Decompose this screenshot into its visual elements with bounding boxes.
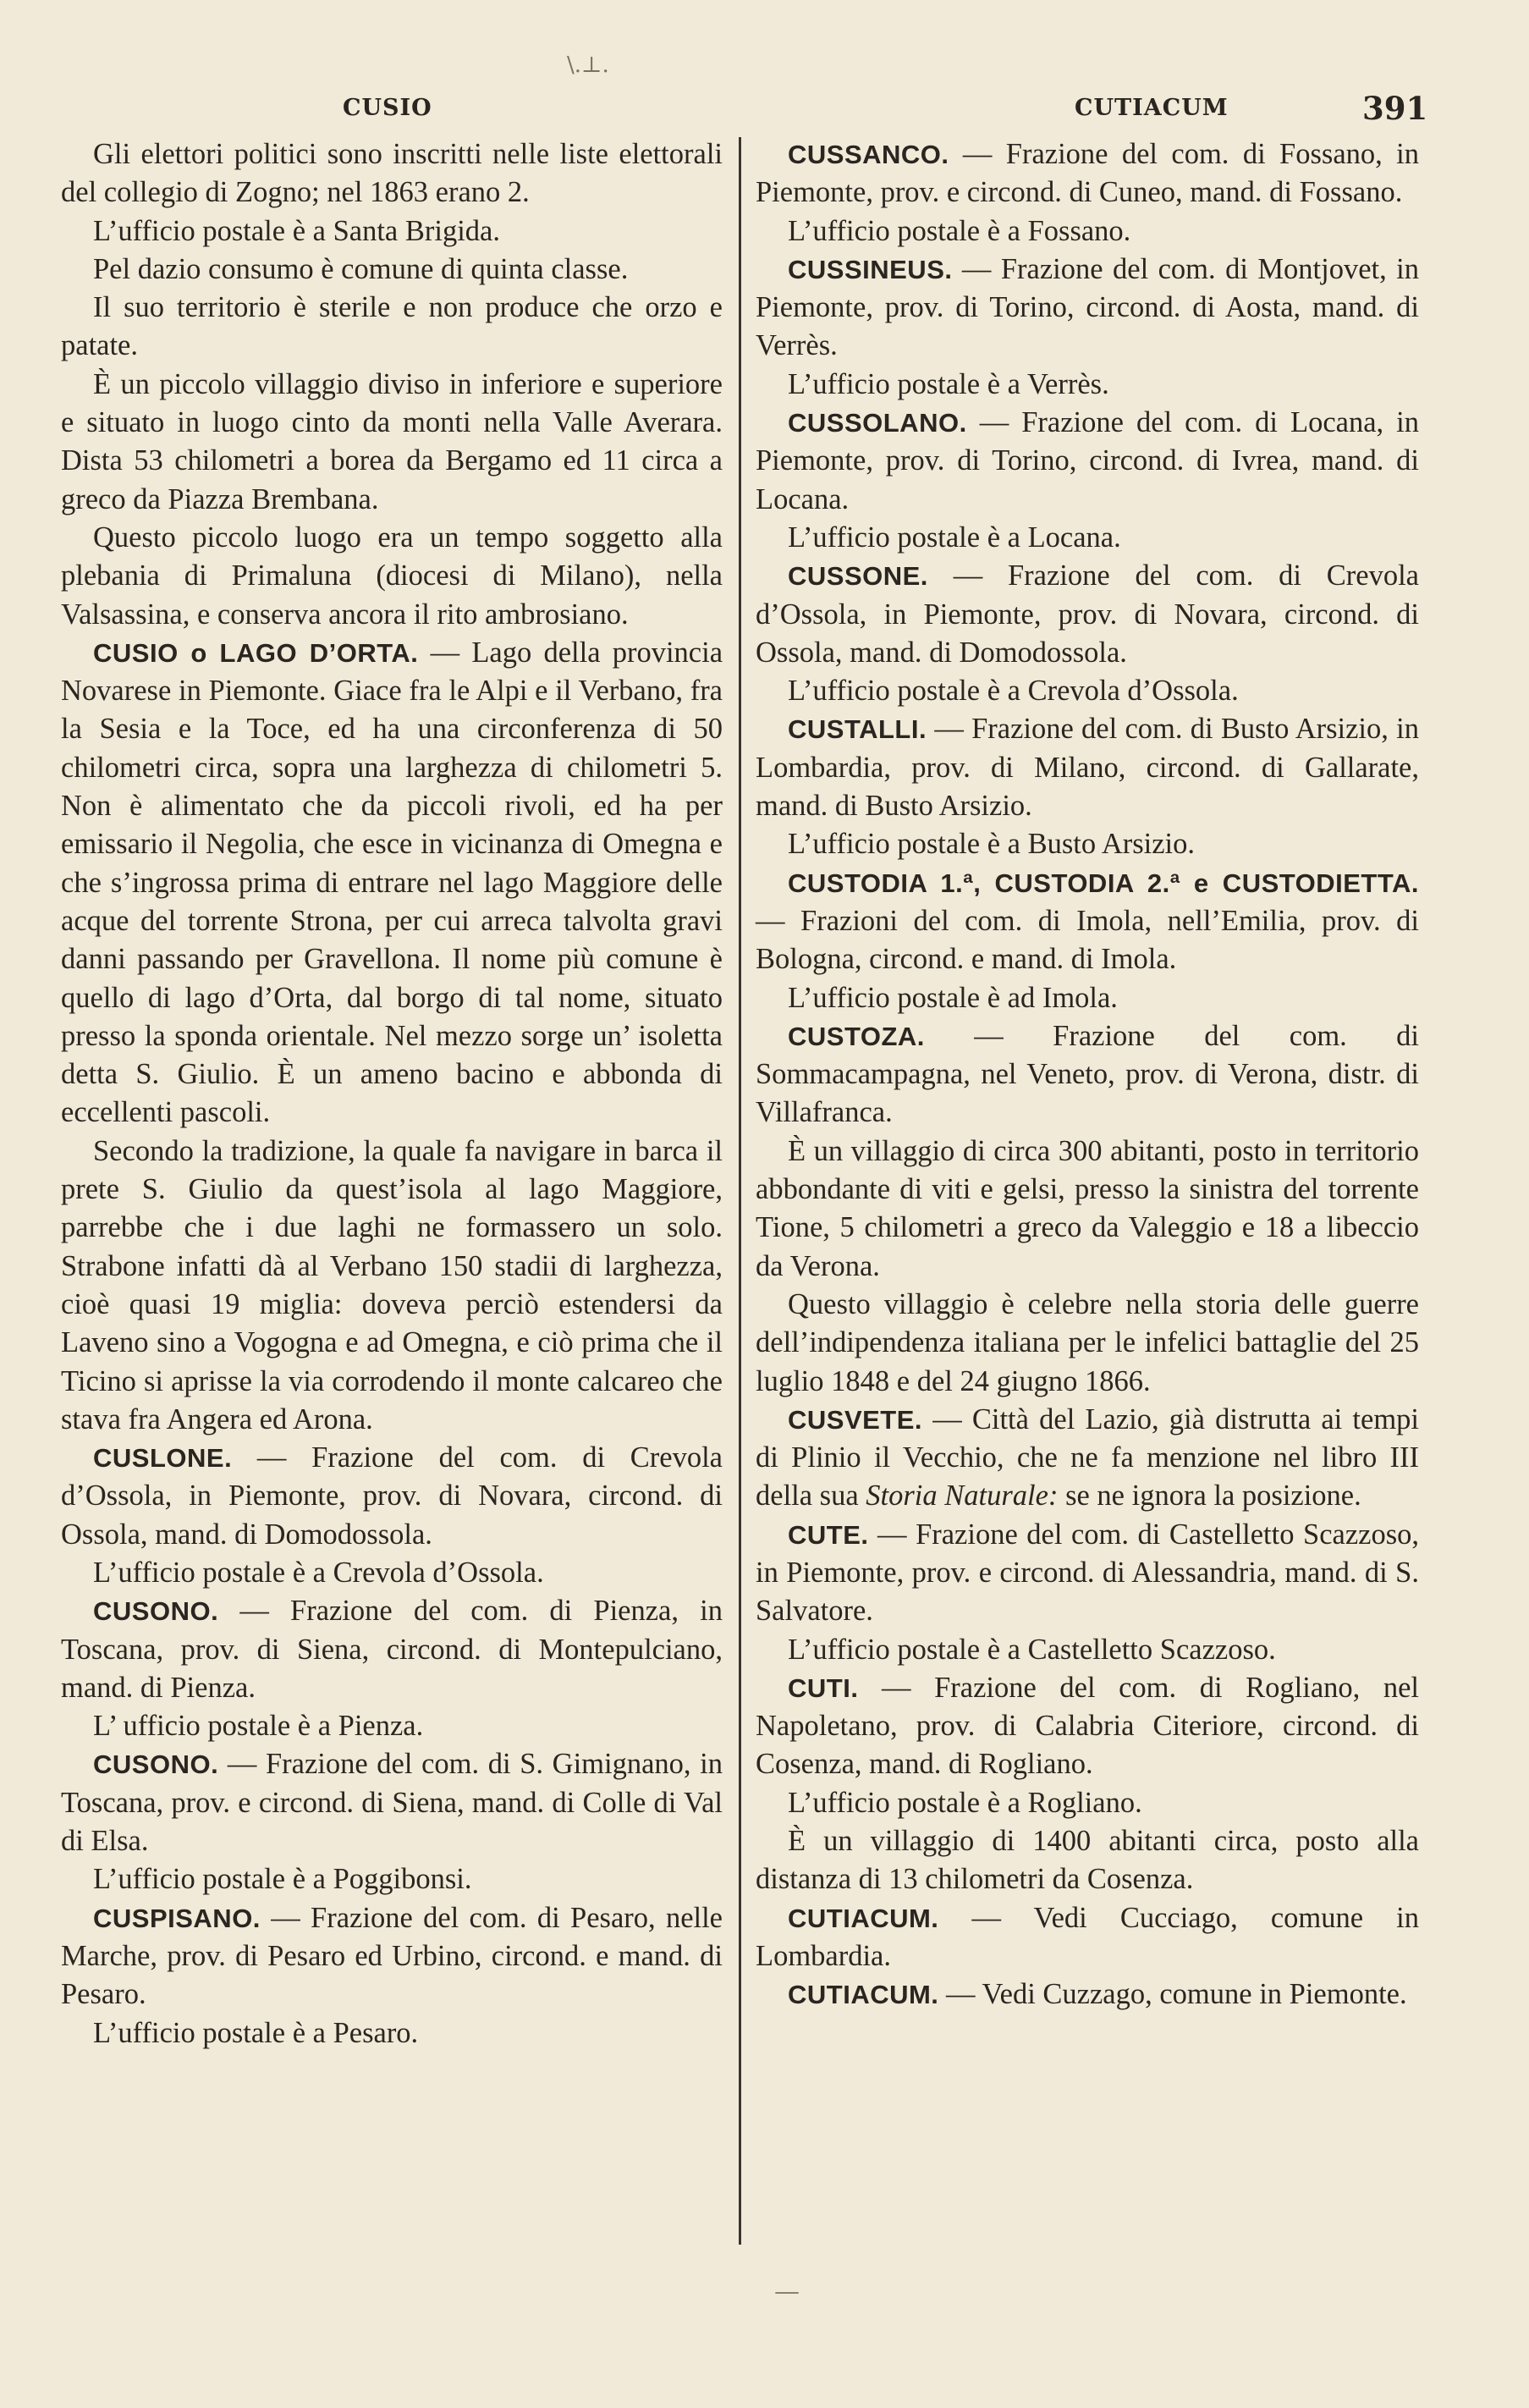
- post-office-note: L’ufficio postale è ad Imola.: [788, 981, 1118, 1014]
- post-office-note: L’ ufficio postale è a Pienza.: [93, 1710, 424, 1743]
- entry-headword: CUTE.: [788, 1519, 869, 1550]
- paragraph: L’ufficio postale è a Santa Brigida.: [93, 214, 500, 247]
- paragraph: È un villaggio di circa 300 abitanti, posto in territorio abbondante di viti e gelsi, presso la sinistra del torrente Tione, 5 chilometri a greco da Valeggio e 18 a libeccio da Verona.: [756, 1134, 1419, 1282]
- printer-mark: \.⊥.: [567, 52, 609, 78]
- entry-cusvete: [756, 1401, 1419, 1516]
- entry-headword: CUSSONE.: [788, 561, 928, 592]
- right-column: [756, 135, 1419, 2014]
- entry-headword: CUSSOLANO.: [788, 408, 967, 438]
- post-office-note: L’ufficio postale è a Pesaro.: [93, 2016, 419, 2049]
- entry-headword: CUSPISANO.: [93, 1903, 261, 1933]
- post-office-note: L’ufficio postale è a Locana.: [788, 521, 1121, 554]
- entry-cusono-gimignano: [61, 1745, 723, 1860]
- post-office-note: L’ufficio postale è a Crevola d’Ossola.: [93, 1556, 544, 1589]
- entry-text: — Frazione del com. di Montjovet, in Piemonte, prov. di Torino, circond. di Aosta, mand. di Verrès.: [756, 252, 1419, 362]
- entry-headword: CUSTALLI.: [788, 714, 927, 745]
- entry-text: — Lago della provincia Novarese in Piemonte. Giace fra le Alpi e il Verbano, fra la Sesia e la Toce, ed ha una circonferenza di 50 chilometri circa, sopra una larghezza di chilometri 5. Non è alimentato che da piccoli rivoli, ed ha per emissario il Negolia, che esce in vicinanza di Omegna e che s’ingrossa prima di entrare nel lago Maggiore delle acque del torrente Strona, per cui arreca talvolta gravi danni passando per Gravellona. Il nome più comune è quello di lago d’Orta, dal borgo di tal nome, situato presso la sponda orientale. Nel mezzo sorge un’ isoletta detta S. Giulio. È un ameno bacino e abbonda di eccellenti pascoli.: [61, 636, 723, 1129]
- entry-headword: CUSTODIA 1.ª, CUSTODIA 2.ª e CUSTODIETTA.: [788, 868, 1419, 898]
- entry-text: — Frazione del com. di Crevola d’Ossola, in Piemonte, prov. di Novara, circond. di Ossola, mand. di Domodossola.: [61, 1441, 723, 1551]
- entry-headword: CUSVETE.: [788, 1404, 923, 1435]
- post-office-note: L’ufficio postale è a Castelletto Scazzoso.: [788, 1633, 1276, 1666]
- paragraph: Il suo territorio è sterile e non produce che orzo e patate.: [61, 291, 723, 362]
- entry-text: — Vedi Cucciago, comune in Lombardia.: [756, 1901, 1419, 1972]
- post-office-note: L’ufficio postale è a Crevola d’Ossola.: [788, 675, 1239, 708]
- paragraph: Pel dazio consumo è comune di quinta classe.: [93, 252, 629, 285]
- column-divider: [739, 137, 741, 2245]
- entry-text: — Frazione del com. di Fossano, in Piemonte, prov. e circond. di Cuneo, mand. di Fossano.: [756, 138, 1419, 209]
- entry-text: — Frazione del com. di Rogliano, nel Napoletano, prov. di Calabria Citeriore, circond. di Cosenza, mand. di Rogliano.: [756, 1671, 1419, 1781]
- entry-text: — Città del Lazio, già distrutta ai tempi di Plinio il Vecchio, che ne fa menzione nel libro III della sua: [756, 1402, 1419, 1513]
- paragraph: È un piccolo villaggio diviso in inferiore e superiore e situato in luogo cinto da monti nella Valle Averara. Dista 53 chilometri a borea da Bergamo ed 11 circa a greco da Piazza Brembana.: [61, 367, 723, 515]
- entry-text: — Frazione del com. di Crevola d’Ossola, in Piemonte, prov. di Novara, circond. di Ossola, mand. di Domodossola.: [756, 559, 1419, 669]
- entry-cute: [756, 1516, 1419, 1631]
- left-column: [61, 135, 723, 2053]
- entry-custalli: [756, 710, 1419, 825]
- footer-mark: —: [774, 2277, 800, 2306]
- entry-text: se ne ignora la posizione.: [1058, 1480, 1361, 1513]
- entry-text: — Frazione del com. di S. Gimignano, in Toscana, prov. e circond. di Siena, mand. di Colle di Val di Elsa.: [61, 1748, 723, 1858]
- page-number: 391: [1362, 90, 1428, 127]
- entry-cussanco: [756, 135, 1419, 212]
- paragraph: Secondo la tradizione, la quale fa navigare in barca il prete S. Giulio da quest’isola al lago Maggiore, parrebbe che i due laghi ne formassero un solo. Strabone infatti dà al Verbano 150 stadii di larghezza, cioè quasi 19 miglia: doveva perciò estendersi da Laveno sino a Vogogna e ad Omegna, e ciò prima che il Ticino si aprisse la via corrodendo il monte calcareo che stava fra Angera ed Arona.: [61, 1134, 723, 1435]
- entry-headword: CUSSANCO.: [788, 140, 949, 169]
- entry-text: — Frazione del com. di Castelletto Scazzoso, in Piemonte, prov. e circond. di Alessandria, mand. di S. Salvatore.: [756, 1518, 1419, 1628]
- entry-custodia: [756, 864, 1419, 979]
- entry-cutiacum-piemonte: [756, 1975, 1419, 2014]
- entry-text: — Frazione del com. di Pesaro, nelle Marche, prov. di Pesaro ed Urbino, circond. e mand. di Pesaro.: [61, 1901, 723, 2011]
- entry-cuslone: [61, 1439, 723, 1554]
- paragraph: Gli elettori politici sono inscritti nelle liste elettorali del collegio di Zogno; nel 1863 erano 2.: [61, 138, 723, 209]
- entry-headword: CUSTOZA.: [788, 1021, 925, 1051]
- entry-cusono-pienza: [61, 1592, 723, 1707]
- entry-headword: CUTI.: [788, 1672, 859, 1703]
- entry-text: — Vedi Cuzzago, comune in Piemonte.: [938, 1978, 1407, 2011]
- entry-headword: CUSONO.: [93, 1596, 219, 1627]
- entry-headword: CUSONO.: [93, 1750, 219, 1780]
- entry-custoza: [756, 1017, 1419, 1132]
- post-office-note: L’ufficio postale è a Fossano.: [788, 214, 1131, 247]
- right-running-head: CUTIACUM: [1075, 95, 1229, 121]
- entry-headword: CUSIO o LAGO D’ORTA.: [93, 637, 419, 668]
- paragraph: Questo villaggio è celebre nella storia delle guerre dell’indipendenza italiana per le infelici battaglie del 25 luglio 1848 e del 24 giugno 1866.: [756, 1287, 1419, 1397]
- book-title: Storia Naturale:: [866, 1480, 1059, 1513]
- post-office-note: L’ufficio postale è a Rogliano.: [788, 1786, 1142, 1819]
- entry-cusio: [61, 634, 723, 1132]
- entry-text: — Frazioni del com. di Imola, nell’Emilia, prov. di Bologna, circond. e mand. di Imola.: [756, 904, 1419, 976]
- entry-text: — Frazione del com. di Locana, in Piemonte, prov. di Torino, circond. di Ivrea, mand. di Locana.: [756, 406, 1419, 515]
- post-office-note: L’ufficio postale è a Poggibonsi.: [93, 1863, 472, 1896]
- entry-text: — Frazione del com. di Busto Arsizio, in Lombardia, prov. di Milano, circond. di Gallarate, mand. di Busto Arsizio.: [756, 713, 1419, 823]
- entry-cussone: [756, 557, 1419, 672]
- entry-cutiacum-lombardia: [756, 1899, 1419, 1976]
- entry-headword: CUTIACUM.: [788, 1980, 939, 2010]
- paragraph: È un villaggio di 1400 abitanti circa, posto alla distanza di 13 chilometri da Cosenza.: [756, 1825, 1419, 1896]
- entry-headword: CUSSINEUS.: [788, 254, 953, 284]
- post-office-note: L’ufficio postale è a Verrès.: [788, 367, 1109, 400]
- paragraph: Questo piccolo luogo era un tempo soggetto alla plebania di Primaluna (diocesi di Milano), nella Valsassina, e conserva ancora il rito ambrosiano.: [61, 521, 723, 631]
- left-running-head: CUSIO: [343, 95, 432, 121]
- entry-cuti: [756, 1669, 1419, 1784]
- entry-cussolano: [756, 404, 1419, 519]
- entry-cuspisano: [61, 1899, 723, 2014]
- entry-text: — Frazione del com. di Pienza, in Toscana, prov. di Siena, circond. di Montepulciano, mand. di Pienza.: [61, 1595, 723, 1704]
- post-office-note: L’ufficio postale è a Busto Arsizio.: [788, 828, 1196, 861]
- entry-headword: CUTIACUM.: [788, 1903, 939, 1933]
- entry-headword: CUSLONE.: [93, 1443, 233, 1474]
- entry-cussineus: [756, 251, 1419, 366]
- entry-text: — Frazione del com. di Sommacampagna, nel Veneto, prov. di Verona, distr. di Villafranca.: [756, 1019, 1419, 1129]
